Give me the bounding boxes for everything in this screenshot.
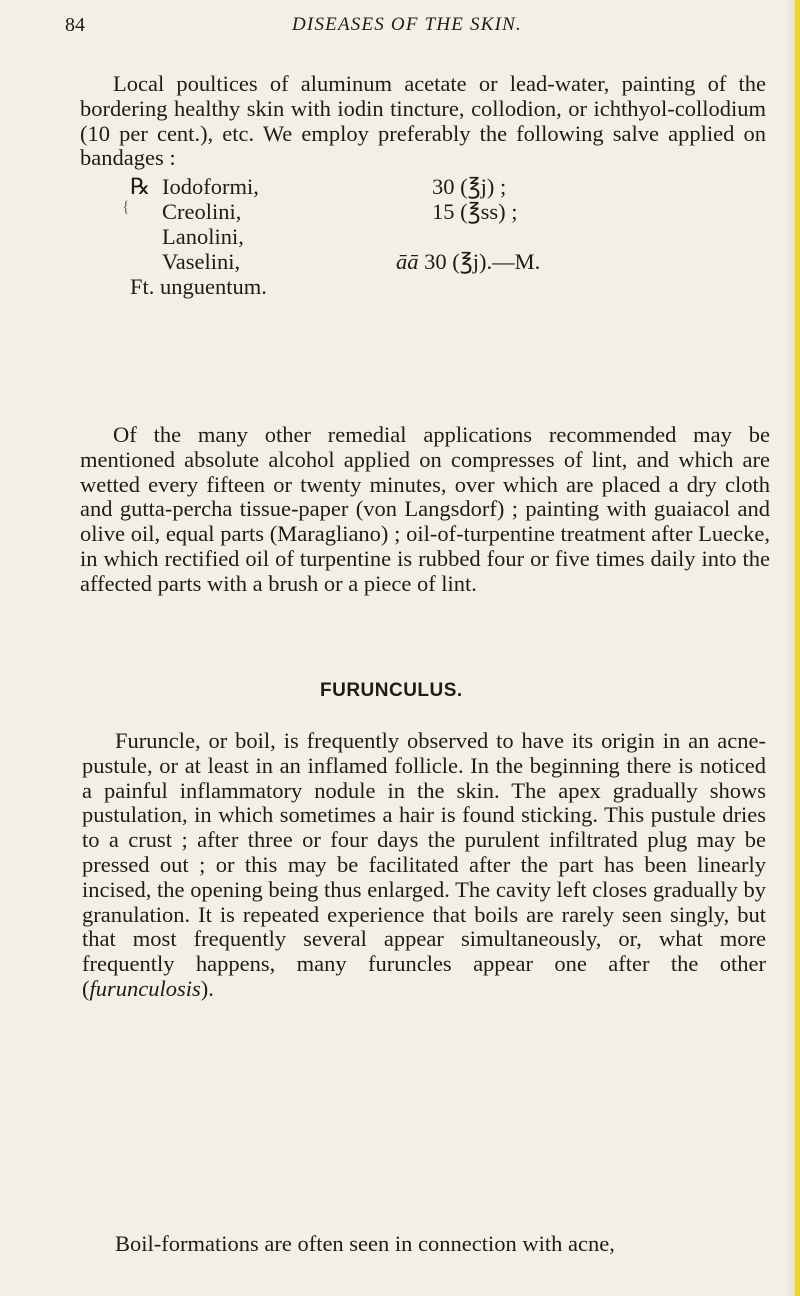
ana-abbreviation: āā: [396, 249, 419, 274]
prescription-row: [122, 199, 770, 224]
prescription-block: [122, 174, 770, 314]
prescription-instruction: Ft. unguentum.: [130, 274, 267, 299]
margin-mark: {: [122, 199, 130, 216]
italic-term: furunculosis: [89, 975, 201, 1001]
page-header: [65, 14, 755, 46]
recipe-symbol: ℞: [130, 174, 151, 199]
prescription-row: [130, 249, 770, 274]
ingredient-quantity-value: 30 (℥j).—M.: [424, 249, 541, 274]
ingredient-quantity: [396, 249, 540, 275]
section-heading: FURUNCULUS.: [320, 680, 463, 701]
paragraph-text: Furuncle, or boil, is frequently observed to have its origin in an acne-pustule, or at least in an inflamed follicle. In the beginning there is noticed a painful inflammatory nodule in the skin. The apex gradually shows pustulation, in which sometimes a hair is found sticking. This pustule dries to a crust ; after three or four days the purulent infiltrated plug may be pressed out ; or this may be facilitated after the part has been linearly incised, the opening being thus enlarged. The cavity left closes gradually by granulation. It is repeated experience that boils are rarely seen singly, but that most frequently several appear simultaneously, or, what more frequently happens, many furuncles appear one after the other (: [82, 728, 766, 1001]
ingredient-quantity: 30 (℥j) ;: [432, 174, 507, 199]
ingredient-name: Lanolini,: [162, 224, 244, 249]
paragraph-text-tail: ).: [200, 975, 214, 1001]
page-number: 84: [65, 14, 85, 36]
paragraph-poultices: Local poultices of aluminum acetate or lead-water, painting of the bordering healthy skin with iodin tincture, collodion, or ichthyol-collodium (10 per cent.), etc. We employ preferably the following salve applied on bandages :: [80, 71, 766, 171]
ingredient-name: Iodoformi,: [162, 174, 259, 199]
paragraph-remedies: Of the many other remedial applications recommended may be mentioned absolute alcohol applied on compresses of lint, and which are wetted every fifteen or twenty minutes, over which are placed a dry cloth and gutta-percha tissue-paper (von Langsdorf) ; painting with guaiacol and olive oil, equal parts (Maragliano) ; oil-of-turpentine treatment after Luecke, in which rectified oil of turpentine is rubbed four or five times daily into the affected parts with a brush or a piece of lint.: [80, 422, 770, 596]
page-edge-bar: [795, 0, 800, 1296]
ingredient-quantity: 15 (℥ss) ;: [432, 199, 518, 224]
prescription-row: [98, 274, 738, 299]
ingredient-name: Creolini,: [162, 199, 242, 224]
paragraph-furuncle: [82, 729, 766, 1002]
ingredient-name: Vaselini,: [162, 249, 241, 274]
running-head: DISEASES OF THE SKIN.: [292, 14, 522, 35]
prescription-row: [130, 174, 770, 199]
prescription-row: [130, 224, 770, 249]
paragraph-boil-formations: Boil-formations are often seen in connection with acne,: [115, 1231, 615, 1256]
